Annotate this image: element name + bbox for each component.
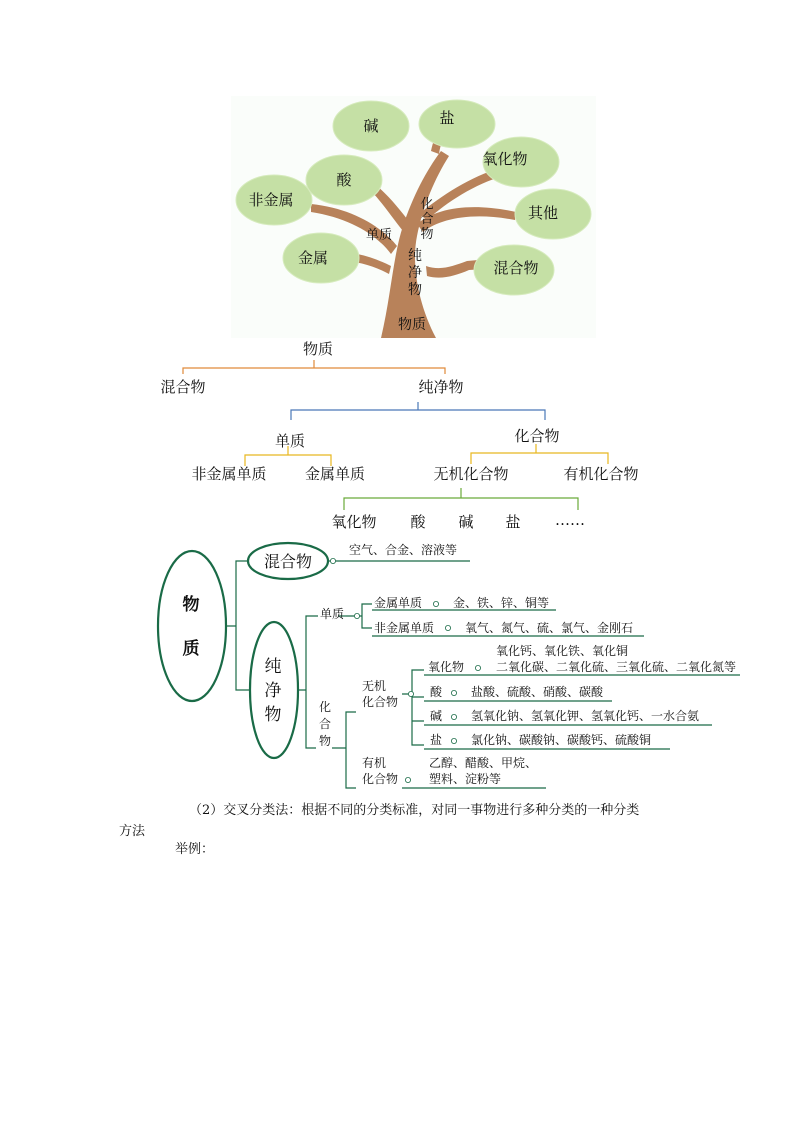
bracket-compound (471, 444, 608, 464)
mindmap-base-label: 碱 (430, 709, 443, 723)
hier-nonmetal-element: 非金属单质 (191, 465, 267, 483)
hier-inorganic: 无机化合物 (433, 465, 509, 483)
mindmap-pure-char1: 纯 (264, 657, 282, 677)
hier-compound: 化合物 (514, 427, 560, 445)
branch-compound-label (420, 197, 433, 242)
mindmap-acid-label: 酸 (430, 685, 443, 699)
mindmap-organic-examples-line1: 乙醇、醋酸、甲烷、 (429, 756, 538, 770)
hier-mixture: 混合物 (160, 378, 206, 396)
mindmap-root-char2: 质 (182, 639, 200, 659)
hier-oxide: 氧化物 (331, 513, 377, 531)
branch-compound-char: 物 (420, 227, 434, 242)
branch-pure-label (408, 248, 422, 298)
mindmap-metal-element: 金属单质 (374, 596, 423, 610)
hier-root: 物质 (302, 340, 334, 358)
hier-salt: 盐 (505, 513, 521, 531)
example-label: 举例： (175, 842, 215, 857)
mindmap-mixture-examples: 空气、合金、溶液等 (349, 543, 458, 557)
mindmap-organic-examples-line2: 塑料、淀粉等 (429, 772, 502, 786)
mindmap-oxide-examples-line2: 二氧化碳、二氧化硫、三氧化硫、二氧化氮等 (496, 660, 737, 674)
mindmap-element-label: 单质 (320, 607, 345, 621)
leaf-other-label: 其他 (527, 204, 559, 222)
leaf-oxide-label: 氧化物 (482, 150, 528, 168)
mindmap-nonmetal-element: 非金属单质 (374, 621, 435, 635)
mindmap-inorganic-line2: 化合物 (362, 695, 399, 709)
branch-pure-char: 物 (408, 282, 422, 298)
mindmap-compound-char3: 物 (318, 734, 332, 748)
hier-element: 单质 (274, 432, 306, 450)
mindmap-mixture-label: 混合物 (263, 552, 313, 571)
bracket-root (183, 360, 445, 374)
mindmap-pure-char2: 净 (264, 681, 282, 701)
mindmap-oxide-label: 氧化物 (428, 660, 465, 674)
mindmap-nonmetal-examples: 氧气、氮气、硫、氯气、金刚石 (465, 621, 634, 635)
mindmap-acid-examples: 盐酸、硫酸、硝酸、碳酸 (471, 685, 604, 699)
mindmap-base-examples: 氢氧化钠、氢氧化钾、氢氧化钙、一水合氨 (471, 709, 700, 723)
leaf-acid-label: 酸 (336, 171, 352, 189)
mindmap-salt-examples: 氯化钠、碳酸钠、碳酸钙、硫酸铜 (471, 733, 652, 747)
mindmap-salt-label: 盐 (430, 733, 443, 747)
leaf-mixture-label: 混合物 (493, 259, 539, 277)
hier-base: 碱 (458, 513, 474, 531)
bracket-inorganic (344, 488, 578, 510)
hier-acid: 酸 (410, 513, 426, 531)
classification-hierarchy-diagram (0, 338, 794, 538)
hier-metal-element: 金属单质 (304, 465, 366, 483)
mindmap-organic-line2: 化合物 (362, 772, 399, 786)
mindmap-root-char1: 物 (182, 595, 200, 615)
bracket-pure (291, 402, 545, 420)
leaf-nonmetal-label: 非金属 (248, 191, 294, 209)
hier-pure: 纯净物 (418, 378, 464, 396)
leaf-salt (419, 100, 495, 148)
mindmap-metal-examples: 金、铁、锌、铜等 (453, 596, 550, 610)
leaf-metal-label: 金属 (297, 249, 329, 267)
hier-organic: 有机化合物 (563, 465, 639, 483)
mindmap-pure-char3: 物 (264, 705, 282, 725)
mindmap-oxide-examples-line1: 氧化钙、氧化铁、氧化铜 (496, 644, 629, 658)
branch-pure-char: 净 (408, 265, 422, 281)
mindmap-inorganic-line1: 无机 (362, 679, 387, 693)
cross-classification-paragraph-line2: 方法 (119, 824, 146, 839)
mindmap-compound-char2: 合 (318, 717, 332, 731)
leaf-base-label: 碱 (363, 117, 379, 135)
branch-compound-char: 合 (420, 212, 434, 227)
hier-ellipsis: …… (555, 511, 585, 529)
leaf-salt-label: 盐 (439, 109, 455, 127)
branch-element-label: 单质 (365, 228, 393, 243)
cross-classification-paragraph-line1: （2）交叉分类法：根据不同的分类标准，对同一事物进行多种分类的一种分类 (189, 803, 640, 818)
mindmap-root-node (158, 551, 226, 701)
mindmap-compound-char1: 化 (318, 700, 332, 714)
branch-compound-char: 化 (420, 197, 434, 212)
classification-mindmap (0, 540, 794, 795)
branch-pure-char: 纯 (408, 248, 422, 264)
branch-substance-label: 物质 (398, 317, 426, 333)
mindmap-organic-line1: 有机 (362, 756, 387, 770)
classification-tree-figure (231, 96, 596, 338)
